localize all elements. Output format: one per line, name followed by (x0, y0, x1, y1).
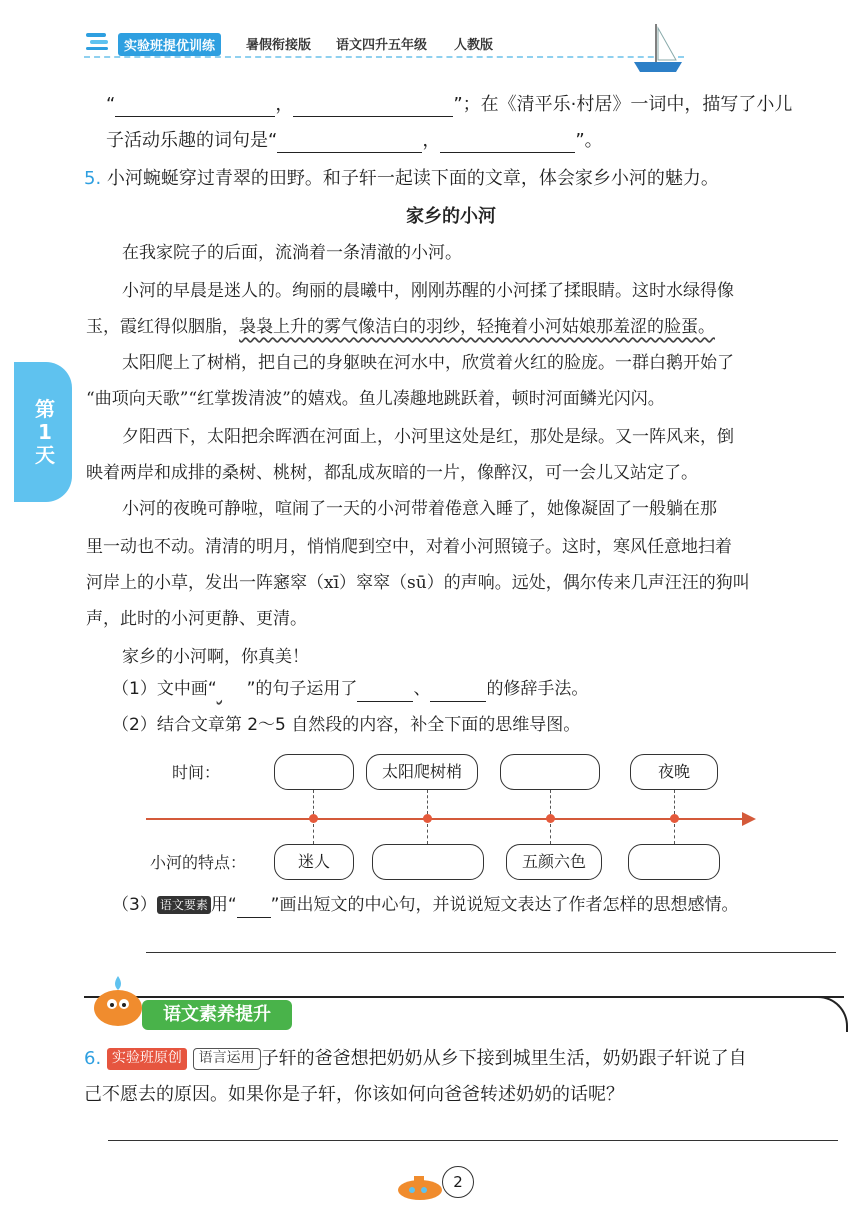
timeline-axis (146, 818, 746, 820)
time-node-4: 夜晚 (630, 754, 718, 790)
answer-blank[interactable] (430, 683, 486, 702)
language-use-tag: 语言运用 (193, 1048, 261, 1070)
section-banner: 语文素养提升 (142, 1000, 292, 1030)
line-text: ”。 (575, 130, 603, 151)
feature-node-blank-4[interactable] (628, 844, 720, 880)
connector-line (313, 790, 314, 814)
text-segment: ”的句子运用了 (246, 679, 358, 699)
paragraph-4-line-2: 映着两岸和成排的桑树、桃树，都乱成灰暗的一片，像醉汉，可一会儿又站定了。 (86, 463, 698, 483)
paragraph-3-line-2: “曲项向天歌”“红掌拨清波”的嬉戏。鱼儿凑趣地跳跃着，顿时河面鳞光闪闪。 (86, 389, 665, 409)
header-divider (84, 56, 684, 58)
paragraph-5-line-1: 小河的夜晚可静啦，喧闹了一天的小河带着倦意入睡了，她像凝固了一般躺在那 (122, 499, 717, 519)
text-segment: ”画出短文的中心句，并说说短文表达了作者怎样的思想感情。 (270, 895, 739, 915)
sailboat-icon (628, 18, 688, 78)
question-text: 子轩的爸爸想把奶奶从乡下接到城里生活，奶奶跟子轩说了自 (260, 1048, 747, 1069)
text-segment: （1）文中画“ (112, 679, 217, 699)
answer-line[interactable] (108, 1140, 838, 1141)
answer-blank[interactable] (357, 683, 413, 702)
header-subject: 语文四升五年级 (336, 38, 428, 53)
question-number: 5. (84, 168, 102, 189)
yuwen-yaosu-badge: 语文要素 (157, 896, 211, 915)
header-edition: 人教版 (454, 38, 494, 53)
feature-node-1: 迷人 (274, 844, 354, 880)
paragraph-6: 家乡的小河啊，你真美！ (122, 647, 309, 667)
feature-label: 小河的特点： (150, 853, 247, 872)
series-tag: 实验班提优训练 (118, 33, 221, 56)
sub-question-1 (112, 678, 588, 702)
quote-open: “ (106, 94, 116, 115)
answer-blank[interactable] (277, 134, 422, 153)
text-segment: （3） (112, 895, 157, 915)
connector-line (674, 824, 675, 844)
question-prompt: 小河蜿蜒穿过青翠的田野。和子轩一起读下面的文章，体会家乡小河的魅力。 (106, 168, 719, 189)
paragraph-4-line-1: 夕阳西下，太阳把余晖洒在河面上，小河里这处是红，那处是绿。又一阵风来，倒 (122, 427, 734, 447)
paragraph-2-line-2 (86, 312, 715, 337)
time-node-2: 太阳爬树梢 (366, 754, 478, 790)
answer-blank[interactable] (293, 98, 453, 117)
connector-line (674, 790, 675, 814)
time-label: 时间： (172, 763, 221, 782)
timeline-dot (670, 814, 679, 823)
question-number: 6. (84, 1048, 102, 1069)
underline-sample (237, 899, 271, 918)
day-tab-label: 第 1 天 (35, 397, 55, 467)
timeline-dot (546, 814, 555, 823)
paragraph-1: 在我家院子的后面，流淌着一条清澈的小河。 (122, 243, 462, 263)
submarine-icon (394, 1172, 446, 1202)
text-segment: 的修辞手法。 (486, 679, 589, 699)
question-6-line-2: 己不愿去的原因。如果你是子轩，你该如何向爸爸转述奶奶的话呢？ (84, 1084, 624, 1105)
series-logo-icon (84, 30, 114, 52)
sub-question-2: （2）结合文章第 2～5 自然段的内容，补全下面的思维导图。 (112, 715, 581, 735)
connector-line (427, 824, 428, 844)
timeline-dot (423, 814, 432, 823)
header-series: 暑假衔接版 (246, 38, 312, 53)
wavy-underlined-sentence: 袅袅上升的雾气像洁白的羽纱，轻掩着小河姑娘那羞涩的脸蛋。 (239, 317, 715, 337)
section-divider-curve (790, 996, 848, 1032)
line-text: 子活动乐趣的词句是“ (106, 130, 278, 151)
fill-line-1 (106, 92, 792, 117)
question-6-line-1 (84, 1046, 747, 1071)
fish-mascot-icon (88, 972, 148, 1032)
answer-line[interactable] (146, 952, 836, 953)
passage-title: 家乡的小河 (406, 206, 496, 227)
comma: ， (422, 130, 441, 151)
connector-line (550, 824, 551, 844)
paragraph-5-line-4: 声，此时的小河更静、更清。 (86, 609, 307, 629)
paragraph-5-line-2: 里一动也不动。清清的明月，悄悄爬到空中，对着小河照镜子。这时，寒风任意地扫着 (86, 537, 732, 557)
question-5 (84, 166, 719, 191)
feature-node-blank-2[interactable] (372, 844, 484, 880)
connector-line (427, 790, 428, 814)
timeline-arrow-icon (742, 812, 756, 826)
wavy-line-sample (217, 678, 247, 702)
paragraph-5-line-3: 河岸上的小草，发出一阵窸窣（xī）窣窣（sū）的声响。远处，偶尔传来几声汪汪的狗叫 (86, 573, 750, 593)
fill-line-2 (106, 128, 603, 153)
text-segment: 玉，霞红得似胭脂， (86, 317, 239, 337)
connector-line (550, 790, 551, 814)
text-segment: 用“ (210, 895, 237, 915)
timeline-dot (309, 814, 318, 823)
sub-question-3 (112, 894, 738, 918)
answer-blank[interactable] (115, 98, 275, 117)
page-number: 2 (442, 1166, 474, 1198)
comma: ， (275, 94, 294, 115)
paragraph-2-line-1: 小河的早晨是迷人的。绚丽的晨曦中，刚刚苏醒的小河揉了揉眼睛。这时水绿得像 (122, 281, 734, 301)
text-segment: 、 (413, 679, 431, 699)
time-node-blank-3[interactable] (500, 754, 600, 790)
feature-node-3: 五颜六色 (506, 844, 602, 880)
section-divider (84, 996, 844, 998)
answer-blank[interactable] (440, 134, 575, 153)
original-tag: 实验班原创 (107, 1048, 187, 1070)
paragraph-3-line-1: 太阳爬上了树梢，把自己的身躯映在河水中，欣赏着火红的脸庞。一群白鹅开始了 (122, 353, 734, 373)
connector-line (313, 824, 314, 844)
time-node-blank-1[interactable] (274, 754, 354, 790)
line-text: ”；在《清平乐·村居》一词中，描写了小儿 (453, 94, 793, 115)
